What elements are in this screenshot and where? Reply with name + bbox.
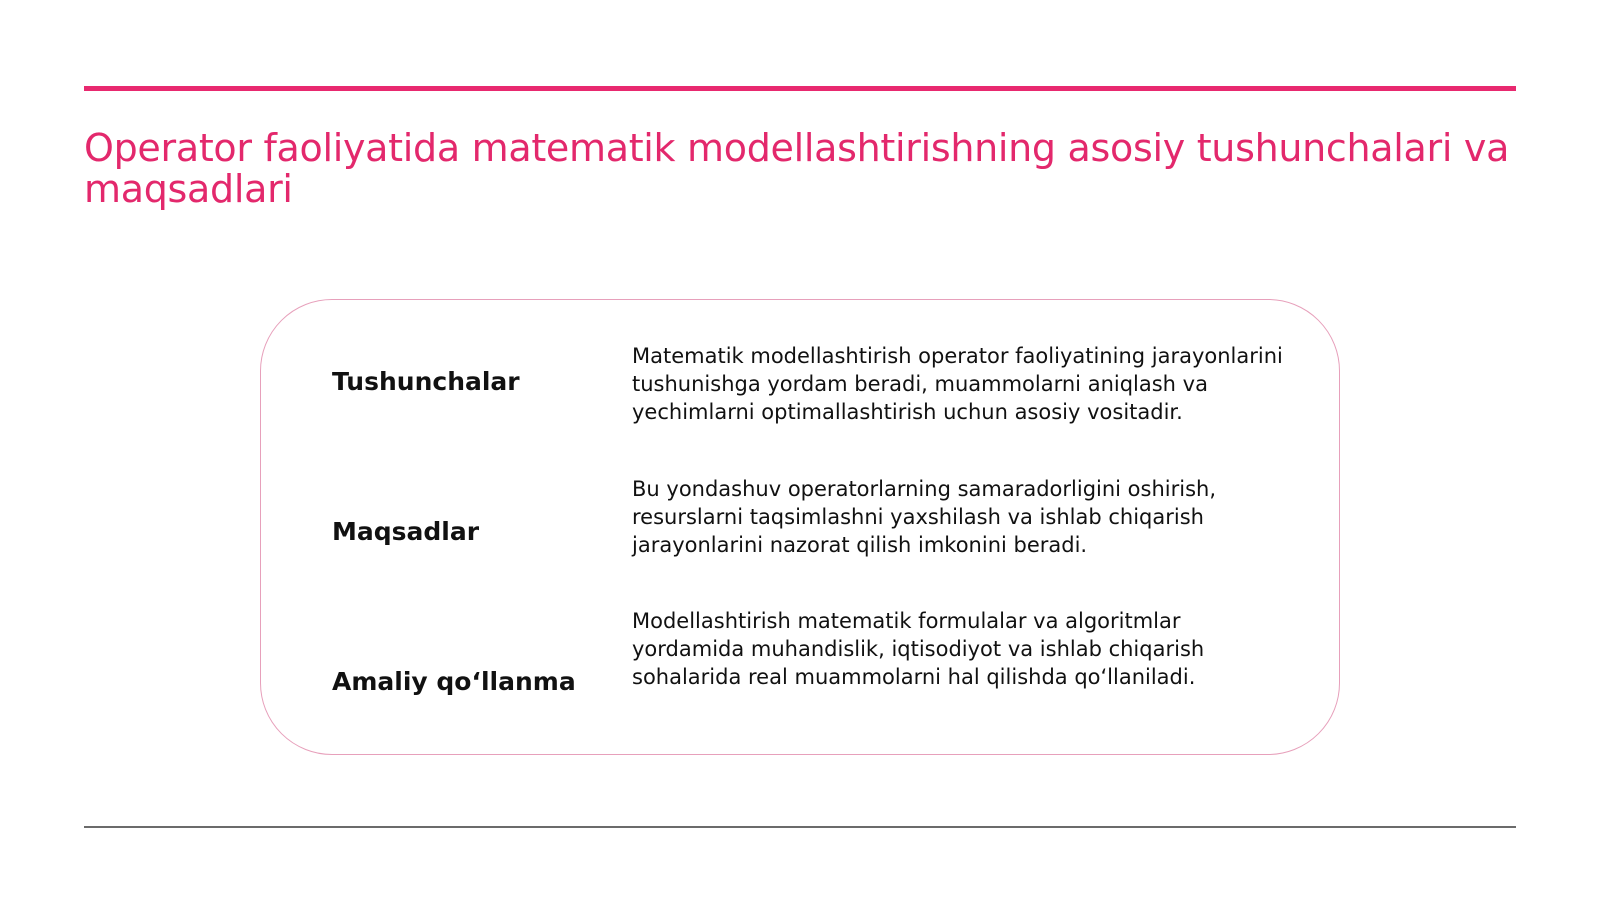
bottom-divider xyxy=(84,826,1516,828)
row-description-maqsadlar: Bu yondashuv operatorlarning samaradorligini oshirish, resurslarni taqsimlashni yaxshilash va ishlab chiqarish jarayonlarini nazorat qilish imkonini beradi. xyxy=(632,477,1217,557)
slide-title: Operator faoliyatida matematik modellashtirishning asosiy tushunchalari va maqsadlari xyxy=(84,126,1510,211)
top-accent-rule xyxy=(84,86,1516,91)
row-label-amaliy-qollanma: Amaliy qo‘llanma xyxy=(332,667,576,696)
row-description-tushunchalar: Matematik modellashtirish operator faoliyatining jarayonlarini tushunishga yordam beradi, muammolarni aniqlash va yechimlarni optimallashtirish uchun asosiy vositadir. xyxy=(632,344,1283,424)
row-label-maqsadlar: Maqsadlar xyxy=(332,517,480,546)
row-label-tushunchalar: Tushunchalar xyxy=(332,367,520,396)
row-description-amaliy-qollanma: Modellashtirish matematik formulalar va algoritmlar yordamida muhandislik, iqtisodiyot va ishlab chiqarish sohalarida real muammolarni hal qilishda qo‘llaniladi. xyxy=(632,609,1205,689)
